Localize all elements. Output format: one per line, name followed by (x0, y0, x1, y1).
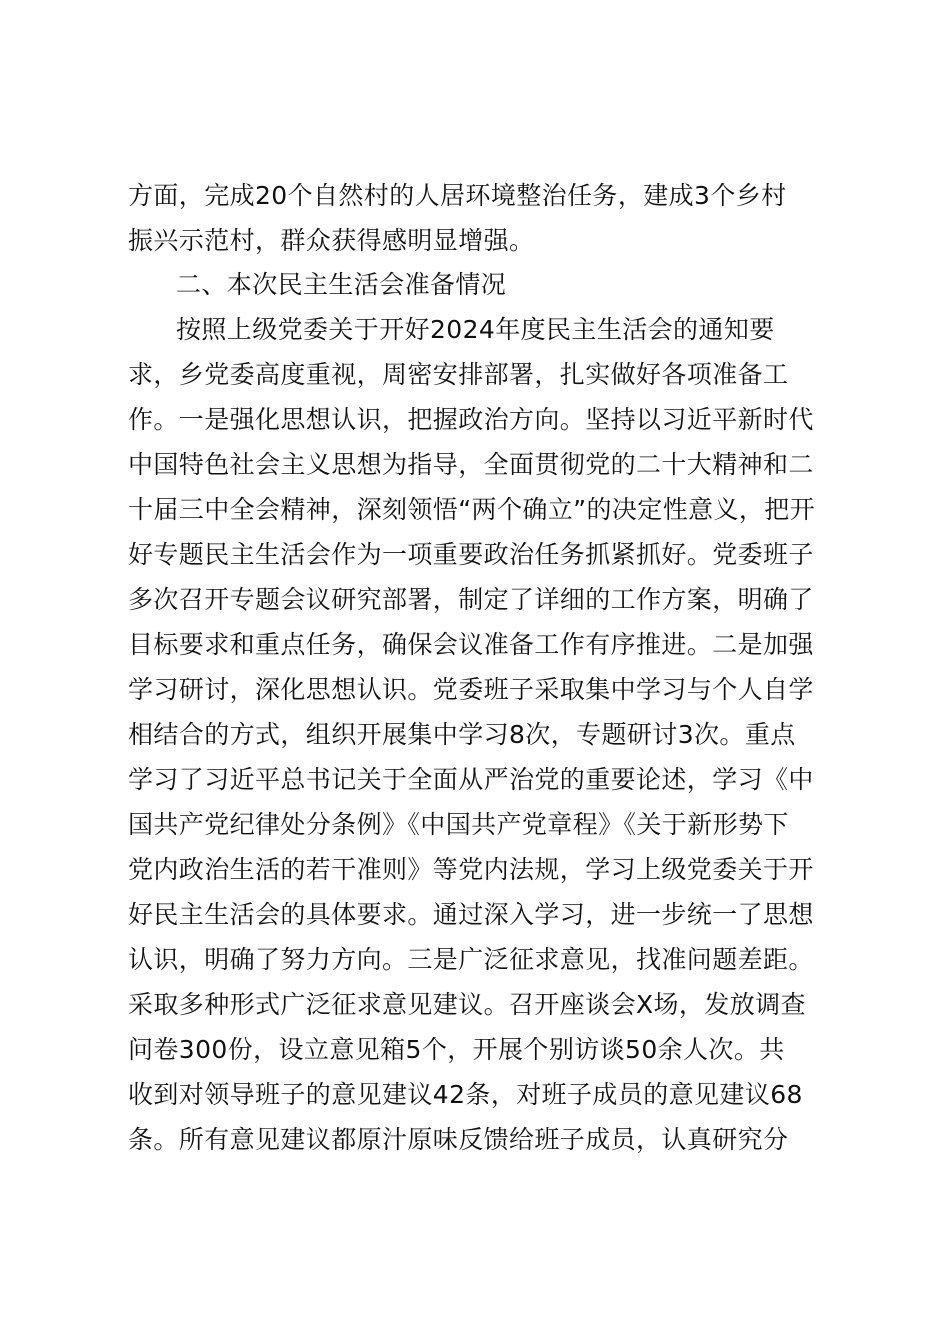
body-line: 学习研讨，深化思想认识。党委班子采取集中学习与个人自学 (128, 675, 814, 704)
body-line: 十届三中全会精神，深刻领悟“两个确立”的决定性意义，把开 (128, 495, 816, 524)
body-line: 振兴示范村，群众获得感明显增强。 (128, 226, 535, 255)
body-line: 条。所有意见建议都原汁原味反馈给班子成员，认真研究分 (128, 1125, 789, 1154)
body-line: 学习了习近平总书记关于全面从严治党的重要论述，学习《中 (128, 765, 814, 794)
body-line: 好专题民主生活会作为一项重要政治任务抓紧抓好。党委班子 (128, 540, 814, 569)
section-heading: 二、本次民主生活会准备情况 (176, 270, 507, 299)
body-line: 方面，完成20个自然村的人居环境整治任务，建成3个乡村 (128, 181, 787, 210)
body-line: 中国特色社会主义思想为指导，全面贯彻党的二十大精神和二 (128, 450, 814, 479)
body-line: 求，乡党委高度重视，周密安排部署，扎实做好各项准备工 (128, 360, 789, 389)
body-line: 党内政治生活的若干准则》等党内法规，学习上级党委关于开 (128, 855, 814, 884)
body-line: 国共产党纪律处分条例》《中国共产党章程》《关于新形势下 (128, 810, 789, 839)
body-line: 目标要求和重点任务，确保会议准备工作有序推进。二是加强 (128, 630, 814, 659)
body-line: 多次召开专题会议研究部署，制定了详细的工作方案，明确了 (128, 585, 814, 614)
body-line: 好民主生活会的具体要求。通过深入学习，进一步统一了思想 (128, 900, 814, 929)
body-line: 按照上级党委关于开好2024年度民主生活会的通知要 (176, 315, 775, 344)
body-line: 认识，明确了努力方向。三是广泛征求意见，找准问题差距。 (128, 945, 814, 974)
body-line: 收到对领导班子的意见建议42条，对班子成员的意见建议68 (128, 1080, 803, 1109)
body-line: 相结合的方式，组织开展集中学习8次，专题研讨3次。重点 (128, 720, 796, 749)
body-line: 采取多种形式广泛征求意见建议。召开座谈会X场，发放调查 (128, 990, 806, 1019)
body-line: 问卷300份，设立意见箱5个，开展个别访谈50余人次。共 (128, 1035, 785, 1064)
body-line: 作。一是强化思想认识，把握政治方向。坚持以习近平新时代 (128, 405, 814, 434)
